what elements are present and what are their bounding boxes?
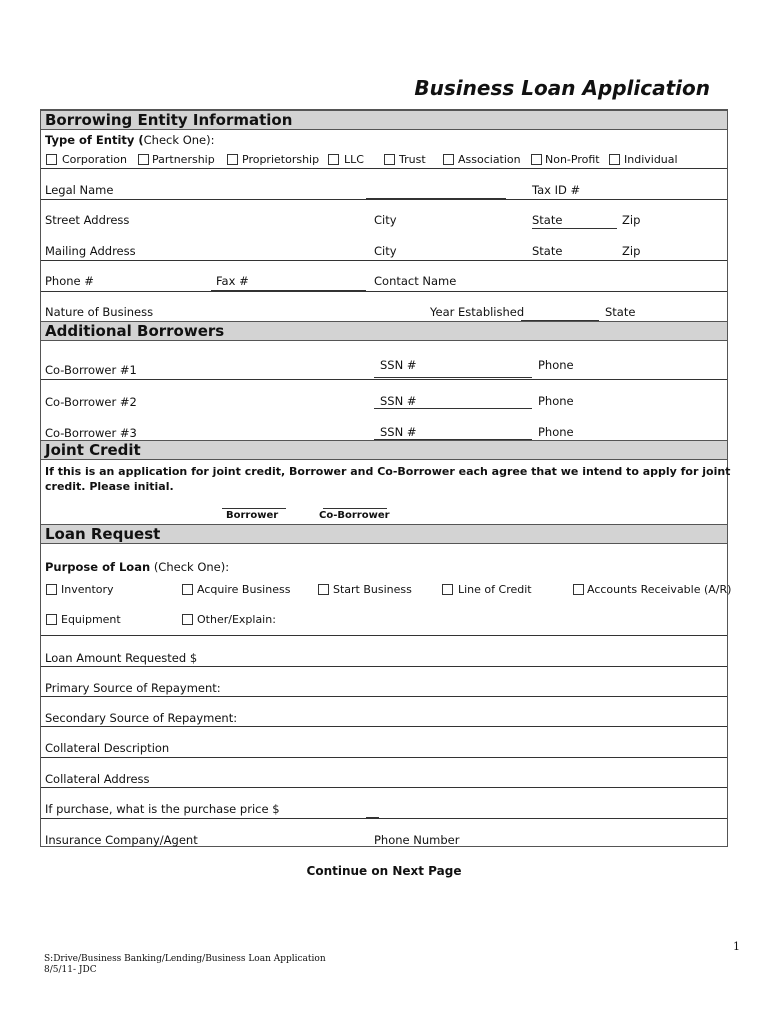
section-header-joint: Joint Credit (41, 440, 727, 460)
checkbox-individual[interactable] (609, 154, 620, 165)
year-established-label: Year Established (430, 305, 525, 319)
purchase-price-label: If purchase, what is the purchase price $ (45, 802, 280, 816)
option-label: Acquire Business (197, 583, 291, 596)
divider (41, 757, 727, 758)
footer-path: S:Drive/Business Banking/Lending/Business Loan Application (44, 954, 326, 964)
option-label: Line of Credit (458, 583, 532, 596)
page-number: 1 (733, 940, 740, 953)
coborrower-label: Co-Borrower #2 (45, 395, 137, 409)
page-title: Business Loan Application (414, 76, 710, 100)
divider (41, 818, 727, 819)
divider (41, 666, 727, 667)
divider (41, 260, 727, 261)
divider (41, 199, 727, 200)
divider (41, 168, 727, 169)
secondary-repayment-label: Secondary Source of Repayment: (45, 711, 238, 725)
continue-note: Continue on Next Page (306, 864, 462, 878)
zip-label: Zip (622, 244, 641, 258)
coborrower-initial-line[interactable] (323, 508, 387, 509)
option-label: Corporation (62, 153, 127, 166)
state-label: State (605, 305, 636, 319)
phone-label: Phone (538, 394, 574, 408)
checkbox-llc[interactable] (328, 154, 339, 165)
application-form (40, 109, 732, 847)
purpose-of-loan-label: Purpose of Loan (Check One): (45, 560, 230, 574)
option-label: Proprietorship (242, 153, 320, 166)
checkbox-other-explain[interactable] (182, 614, 193, 625)
option-label: Association (458, 153, 521, 166)
option-label: Inventory (61, 583, 114, 596)
phone-label: Phone # (45, 274, 94, 288)
collateral-description-label: Collateral Description (45, 741, 170, 755)
option-label: LLC (344, 153, 364, 166)
state-line[interactable] (532, 228, 617, 229)
section-header-loan: Loan Request (41, 524, 727, 544)
divider (41, 787, 727, 788)
state-label: State (532, 244, 563, 258)
option-label: Accounts Receivable (A/R) (587, 583, 732, 596)
primary-repayment-label: Primary Source of Repayment: (45, 681, 221, 695)
tax-id-label: Tax ID # (532, 183, 581, 197)
checkbox-equipment[interactable] (46, 614, 57, 625)
checkbox-start-business[interactable] (318, 584, 329, 595)
option-label: Non-Profit (545, 153, 600, 166)
checkbox-line-of-credit[interactable] (442, 584, 453, 595)
borrower-label: Borrower (226, 510, 279, 521)
joint-credit-text: credit. Please initial. (45, 480, 174, 493)
coborrower-label: Co-Borrower #1 (45, 363, 137, 377)
ssn-label: SSN # (380, 425, 417, 439)
divider (41, 696, 727, 697)
section-header-borrowing: Borrowing Entity Information (41, 110, 727, 130)
entity-type-label: Type of Entity (Check One): (45, 133, 215, 147)
collateral-address-label: Collateral Address (45, 772, 150, 786)
nature-of-business-label: Nature of Business (45, 305, 154, 319)
street-address-label: Street Address (45, 213, 130, 227)
joint-credit-text: If this is an application for joint credit, Borrower and Co-Borrower each agree that we intend to apply for joint (45, 465, 731, 478)
ssn-label: SSN # (380, 358, 417, 372)
loan-amount-label: Loan Amount Requested $ (45, 651, 198, 665)
divider (41, 379, 727, 380)
checkbox-corporation[interactable] (46, 154, 57, 165)
insurance-label: Insurance Company/Agent (45, 833, 198, 847)
phone-label: Phone (538, 358, 574, 372)
checkbox-association[interactable] (443, 154, 454, 165)
fax-label: Fax # (216, 274, 249, 288)
city-label: City (374, 244, 397, 258)
option-label: Other/Explain: (197, 613, 276, 626)
option-label: Partnership (152, 153, 215, 166)
coborrower-label: Co-Borrower #3 (45, 426, 137, 440)
legal-name-label: Legal Name (45, 183, 114, 197)
section-header-additional: Additional Borrowers (41, 321, 727, 341)
checkbox-accounts-receivable[interactable] (573, 584, 584, 595)
option-label: Equipment (61, 613, 121, 626)
zip-label: Zip (622, 213, 641, 227)
option-label: Individual (624, 153, 678, 166)
divider (41, 291, 727, 292)
checkbox-partnership[interactable] (138, 154, 149, 165)
footer-date: 8/5/11- JDC (44, 965, 97, 975)
contact-name-label: Contact Name (374, 274, 457, 288)
divider (41, 635, 727, 636)
phone-number-label: Phone Number (374, 833, 460, 847)
city-label: City (374, 213, 397, 227)
checkbox-trust[interactable] (384, 154, 395, 165)
option-label: Start Business (333, 583, 412, 596)
checkbox-acquire-business[interactable] (182, 584, 193, 595)
option-label: Trust (399, 153, 426, 166)
ssn-line[interactable] (374, 408, 532, 409)
checkbox-non-profit[interactable] (531, 154, 542, 165)
phone-label: Phone (538, 425, 574, 439)
checkbox-proprietorship[interactable] (227, 154, 238, 165)
ssn-line[interactable] (374, 377, 532, 378)
coborrower-label: Co-Borrower (319, 510, 390, 521)
ssn-label: SSN # (380, 394, 417, 408)
borrower-initial-line[interactable] (222, 508, 286, 509)
mailing-address-label: Mailing Address (45, 244, 136, 258)
state-label: State (532, 213, 563, 227)
divider (41, 726, 727, 727)
checkbox-inventory[interactable] (46, 584, 57, 595)
